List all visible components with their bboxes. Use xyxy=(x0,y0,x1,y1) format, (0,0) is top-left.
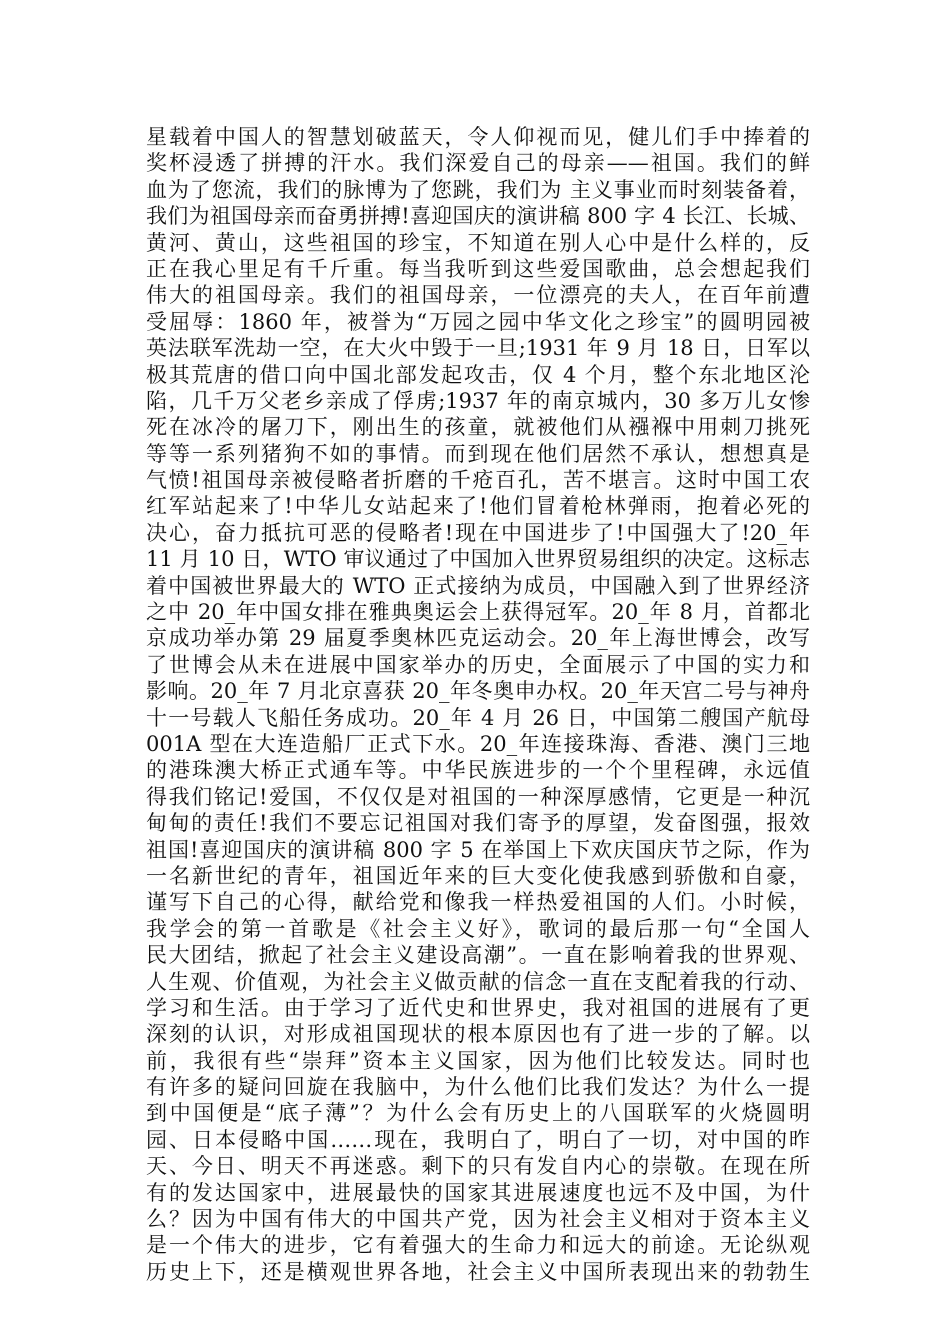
text-line: 天、今日、明天不再迷惑。剩下的只有发自内心的崇敬。在现在所 xyxy=(146,1154,810,1179)
text-line: 学习和生活。由于学习了近代史和世界史，我对祖国的进展有了更 xyxy=(146,995,810,1020)
text-line: 十一号载人飞船任务成功。20_年 4 月 26 日，中国第二艘国产航母 xyxy=(146,705,810,730)
text-line: 受屈辱：1860 年，被誉为“万园之园中华文化之珍宝”的圆明园被 xyxy=(146,309,810,334)
text-line: 陷，几千万父老乡亲成了俘虏;1937 年的南京城内，30 多万儿女惨 xyxy=(146,388,810,413)
text-line: 一名新世纪的青年，祖国近年来的巨大变化使我感到骄傲和自豪， xyxy=(146,863,810,888)
text-line: 我学会的第一首歌是《社会主义好》，歌词的最后那一句“全国人 xyxy=(146,916,810,941)
text-line: 影响。20_年 7 月北京喜获 20_年冬奥申办权。20_年天宫二号与神舟 xyxy=(146,679,810,704)
text-line: 前，我很有些“崇拜”资本主义国家，因为他们比较发达。同时也 xyxy=(146,1048,810,1073)
text-line: 着中国被世界最大的 WTO 正式接纳为成员，中国融入到了世界经济 xyxy=(146,573,810,598)
text-line: 星载着中国人的智慧划破蓝天，令人仰视而见，健儿们手中捧着的 xyxy=(146,125,810,149)
text-line: 园、日本侵略中国……现在，我明白了，明白了一切，对中国的昨 xyxy=(146,1127,810,1152)
text-line: 深刻的认识，对形成祖国现状的根本原因也有了进一步的了解。以 xyxy=(146,1022,810,1047)
text-line: 有的发达国家中，进展最快的国家其进展速度也远不及中国，为什 xyxy=(146,1180,810,1205)
text-line: 奖杯浸透了拼搏的汗水。我们深爱自己的母亲——祖国。我们的鲜 xyxy=(146,151,810,176)
body-text xyxy=(146,124,810,1285)
text-line: 有许多的疑问回旋在我脑中，为什么他们比我们发达？为什么一提 xyxy=(146,1075,810,1100)
text-line: 历史上下，还是横观世界各地，社会主义中国所表现出来的勃勃生 xyxy=(146,1259,810,1284)
text-line: 我们为祖国母亲而奋勇拼搏!喜迎国庆的演讲稿 800 字 4 长江、长城、 xyxy=(146,204,810,229)
text-line: 决心，奋力抵抗可恶的侵略者!现在中国进步了!中国强大了!20_年 xyxy=(146,520,810,545)
text-line: 京成功举办第 29 届夏季奥林匹克运动会。20_年上海世博会，改写 xyxy=(146,626,810,651)
text-line: 祖国!喜迎国庆的演讲稿 800 字 5 在举国上下欢庆国庆节之际，作为 xyxy=(146,837,810,862)
text-line: 是一个伟大的进步，它有着强大的生命力和远大的前途。无论纵观 xyxy=(146,1233,810,1258)
text-line: 到中国便是“底子薄”？为什么会有历史上的八国联军的火烧圆明 xyxy=(146,1101,810,1126)
text-line: 死在冰冷的屠刀下，刚出生的孩童，就被他们从襁褓中用刺刀挑死 xyxy=(146,415,810,440)
text-line: 血为了您流，我们的脉博为了您跳，我们为 主义事业而时刻装备着， xyxy=(146,177,810,202)
text-line: 了世博会从未在进展中国家举办的历史，全面展示了中国的实力和 xyxy=(146,652,810,677)
text-line: 气愤!祖国母亲被侵略者折磨的千疮百孔，苦不堪言。这时中国工农 xyxy=(146,468,810,493)
text-line: 伟大的祖国母亲。我们的祖国母亲，一位漂亮的夫人，在百年前遭 xyxy=(146,283,810,308)
text-line: 正在我心里足有千斤重。每当我听到这些爱国歌曲，总会想起我们 xyxy=(146,256,810,281)
text-line: 11 月 10 日，WTO 审议通过了中国加入世界贸易组织的决定。这标志 xyxy=(146,547,810,572)
text-line: 民大团结，掀起了社会主义建设高潮”。一直在影响着我的世界观、 xyxy=(146,943,810,968)
text-line: 甸甸的责任!我们不要忘记祖国对我们寄予的厚望，发奋图强，报效 xyxy=(146,811,810,836)
text-line: 人生观、价值观，为社会主义做贡献的信念一直在支配着我的行动、 xyxy=(146,969,810,994)
text-line: 么？因为中国有伟大的中国共产党，因为社会主义相对于资本主义 xyxy=(146,1207,810,1232)
text-line: 英法联军洗劫一空，在大火中毁于一旦;1931 年 9 月 18 日，日军以 xyxy=(146,336,810,361)
text-line: 的港珠澳大桥正式通车等。中华民族进步的一个个里程碑，永远值 xyxy=(146,758,810,783)
text-line: 得我们铭记!爱国，不仅仅是对祖国的一种深厚感情，它更是一种沉 xyxy=(146,784,810,809)
text-line: 谨写下自己的心得，献给党和像我一样热爱祖国的人们。小时候， xyxy=(146,890,810,915)
text-line: 等等一系列猪狗不如的事情。而到现在他们居然不承认，想想真是 xyxy=(146,441,810,466)
text-line: 001A 型在大连造船厂正式下水。20_年连接珠海、香港、澳门三地 xyxy=(146,731,810,756)
text-line: 之中 20_年中国女排在雅典奥运会上获得冠军。20_年 8 月，首都北 xyxy=(146,600,810,625)
text-line: 红军站起来了!中华儿女站起来了!他们冒着枪林弹雨，抱着必死的 xyxy=(146,494,810,519)
text-line: 黄河、黄山，这些祖国的珍宝，不知道在别人心中是什么样的，反 xyxy=(146,230,810,255)
text-line: 极其荒唐的借口向中国北部发起攻击，仅 4 个月，整个东北地区沦 xyxy=(146,362,810,387)
